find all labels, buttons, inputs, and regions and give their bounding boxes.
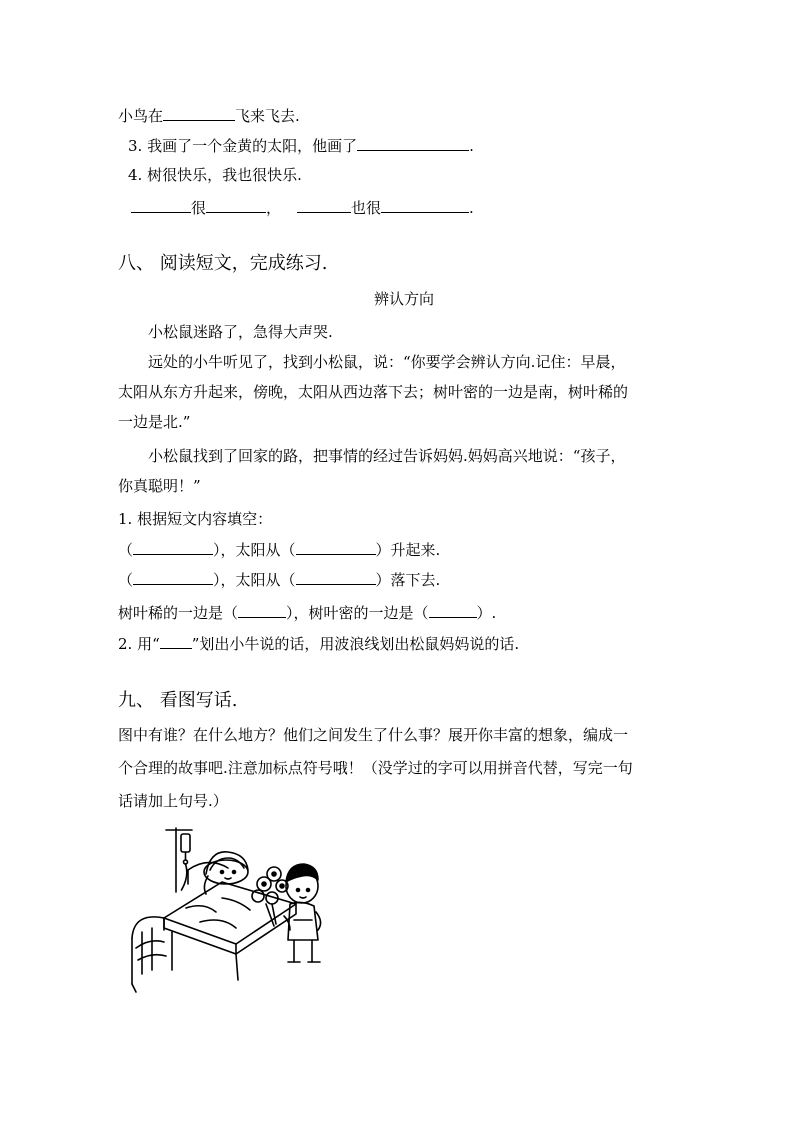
line2-suffix: . bbox=[469, 137, 474, 155]
answer-blank[interactable] bbox=[296, 539, 376, 555]
row-text: ），树叶密的一边是（ bbox=[286, 604, 429, 622]
line4-part3: 也很 bbox=[351, 199, 382, 217]
answer-blank[interactable] bbox=[357, 135, 469, 151]
question-1-row-2 bbox=[118, 569, 440, 590]
row-text: ”划出小牛说的话，用波浪线划出松鼠妈妈说的话. bbox=[191, 635, 520, 653]
line4-part2: ， bbox=[266, 199, 282, 217]
question-1-label: 1. 根据短文内容填空： bbox=[118, 510, 273, 528]
section-9-heading: 九、 看图写话. bbox=[118, 690, 238, 711]
question-1-row-3 bbox=[118, 602, 496, 623]
instruction-line: 话请加上句号.） bbox=[118, 792, 228, 810]
fill-in-line-3: 4. 树很快乐，我也很快乐. bbox=[128, 166, 302, 184]
row-text: ）升起来. bbox=[375, 541, 441, 559]
story-title: 辨认方向 bbox=[373, 290, 434, 308]
line4-part4: . bbox=[469, 199, 474, 217]
row-text: 2. 用“ bbox=[118, 635, 160, 653]
answer-blank[interactable] bbox=[163, 105, 235, 121]
line2-prefix: 3. 我画了一个金黄的太阳，他画了 bbox=[128, 137, 358, 155]
line1-suffix: 飞来飞去. bbox=[235, 107, 300, 125]
question-2 bbox=[118, 633, 519, 654]
row-text: ）. bbox=[476, 604, 497, 622]
line1-prefix: 小鸟在 bbox=[118, 107, 164, 125]
answer-blank[interactable] bbox=[381, 197, 469, 213]
row-text: ）落下去. bbox=[375, 571, 441, 589]
answer-blank[interactable] bbox=[206, 197, 266, 213]
story-paragraph: 一边是北.” bbox=[118, 413, 191, 431]
instruction-line: 图中有谁？在什么地方？他们之间发生了什么事？展开你丰富的想象，编成一 bbox=[118, 726, 629, 744]
section-8-heading: 八、 阅读短文，完成练习. bbox=[118, 253, 328, 274]
answer-blank[interactable] bbox=[133, 539, 213, 555]
story-paragraph: 小松鼠找到了回家的路，把事情的经过告诉妈妈.妈妈高兴地说：“孩子， bbox=[148, 447, 626, 465]
row-text: ），太阳从（ bbox=[213, 571, 296, 589]
story-paragraph: 远处的小牛听见了，找到小松鼠，说：“你要学会辨认方向.记住：早晨， bbox=[148, 353, 626, 371]
hospital-visit-illustration bbox=[126, 820, 336, 995]
story-paragraph: 你真聪明！” bbox=[118, 477, 201, 495]
instruction-line: 个合理的故事吧.注意加标点符号哦！（没学过的字可以用拼音代替，写完一句 bbox=[118, 759, 633, 777]
answer-blank[interactable] bbox=[297, 197, 351, 213]
fill-in-line-2 bbox=[128, 135, 474, 156]
question-1-row-1 bbox=[118, 539, 440, 560]
story-paragraph: 太阳从东方升起来，傍晚，太阳从西边落下去；树叶密的一边是南，树叶稀的 bbox=[118, 383, 629, 401]
fill-in-line-4 bbox=[131, 197, 474, 218]
answer-blank[interactable] bbox=[238, 602, 286, 618]
boy-icon bbox=[284, 864, 321, 962]
line4-part1: 很 bbox=[191, 199, 207, 217]
row-text: ），太阳从（ bbox=[213, 541, 296, 559]
answer-blank[interactable] bbox=[429, 602, 477, 618]
answer-blank[interactable] bbox=[133, 569, 213, 585]
paren-open: （ bbox=[118, 571, 134, 589]
answer-blank[interactable] bbox=[296, 569, 376, 585]
answer-blank[interactable] bbox=[131, 197, 191, 213]
row-text: 树叶稀的一边是（ bbox=[118, 604, 239, 622]
paren-open: （ bbox=[118, 541, 134, 559]
underline-sample bbox=[160, 633, 192, 649]
fill-in-line-1 bbox=[118, 105, 300, 126]
story-paragraph: 小松鼠迷路了，急得大声哭. bbox=[148, 323, 333, 341]
